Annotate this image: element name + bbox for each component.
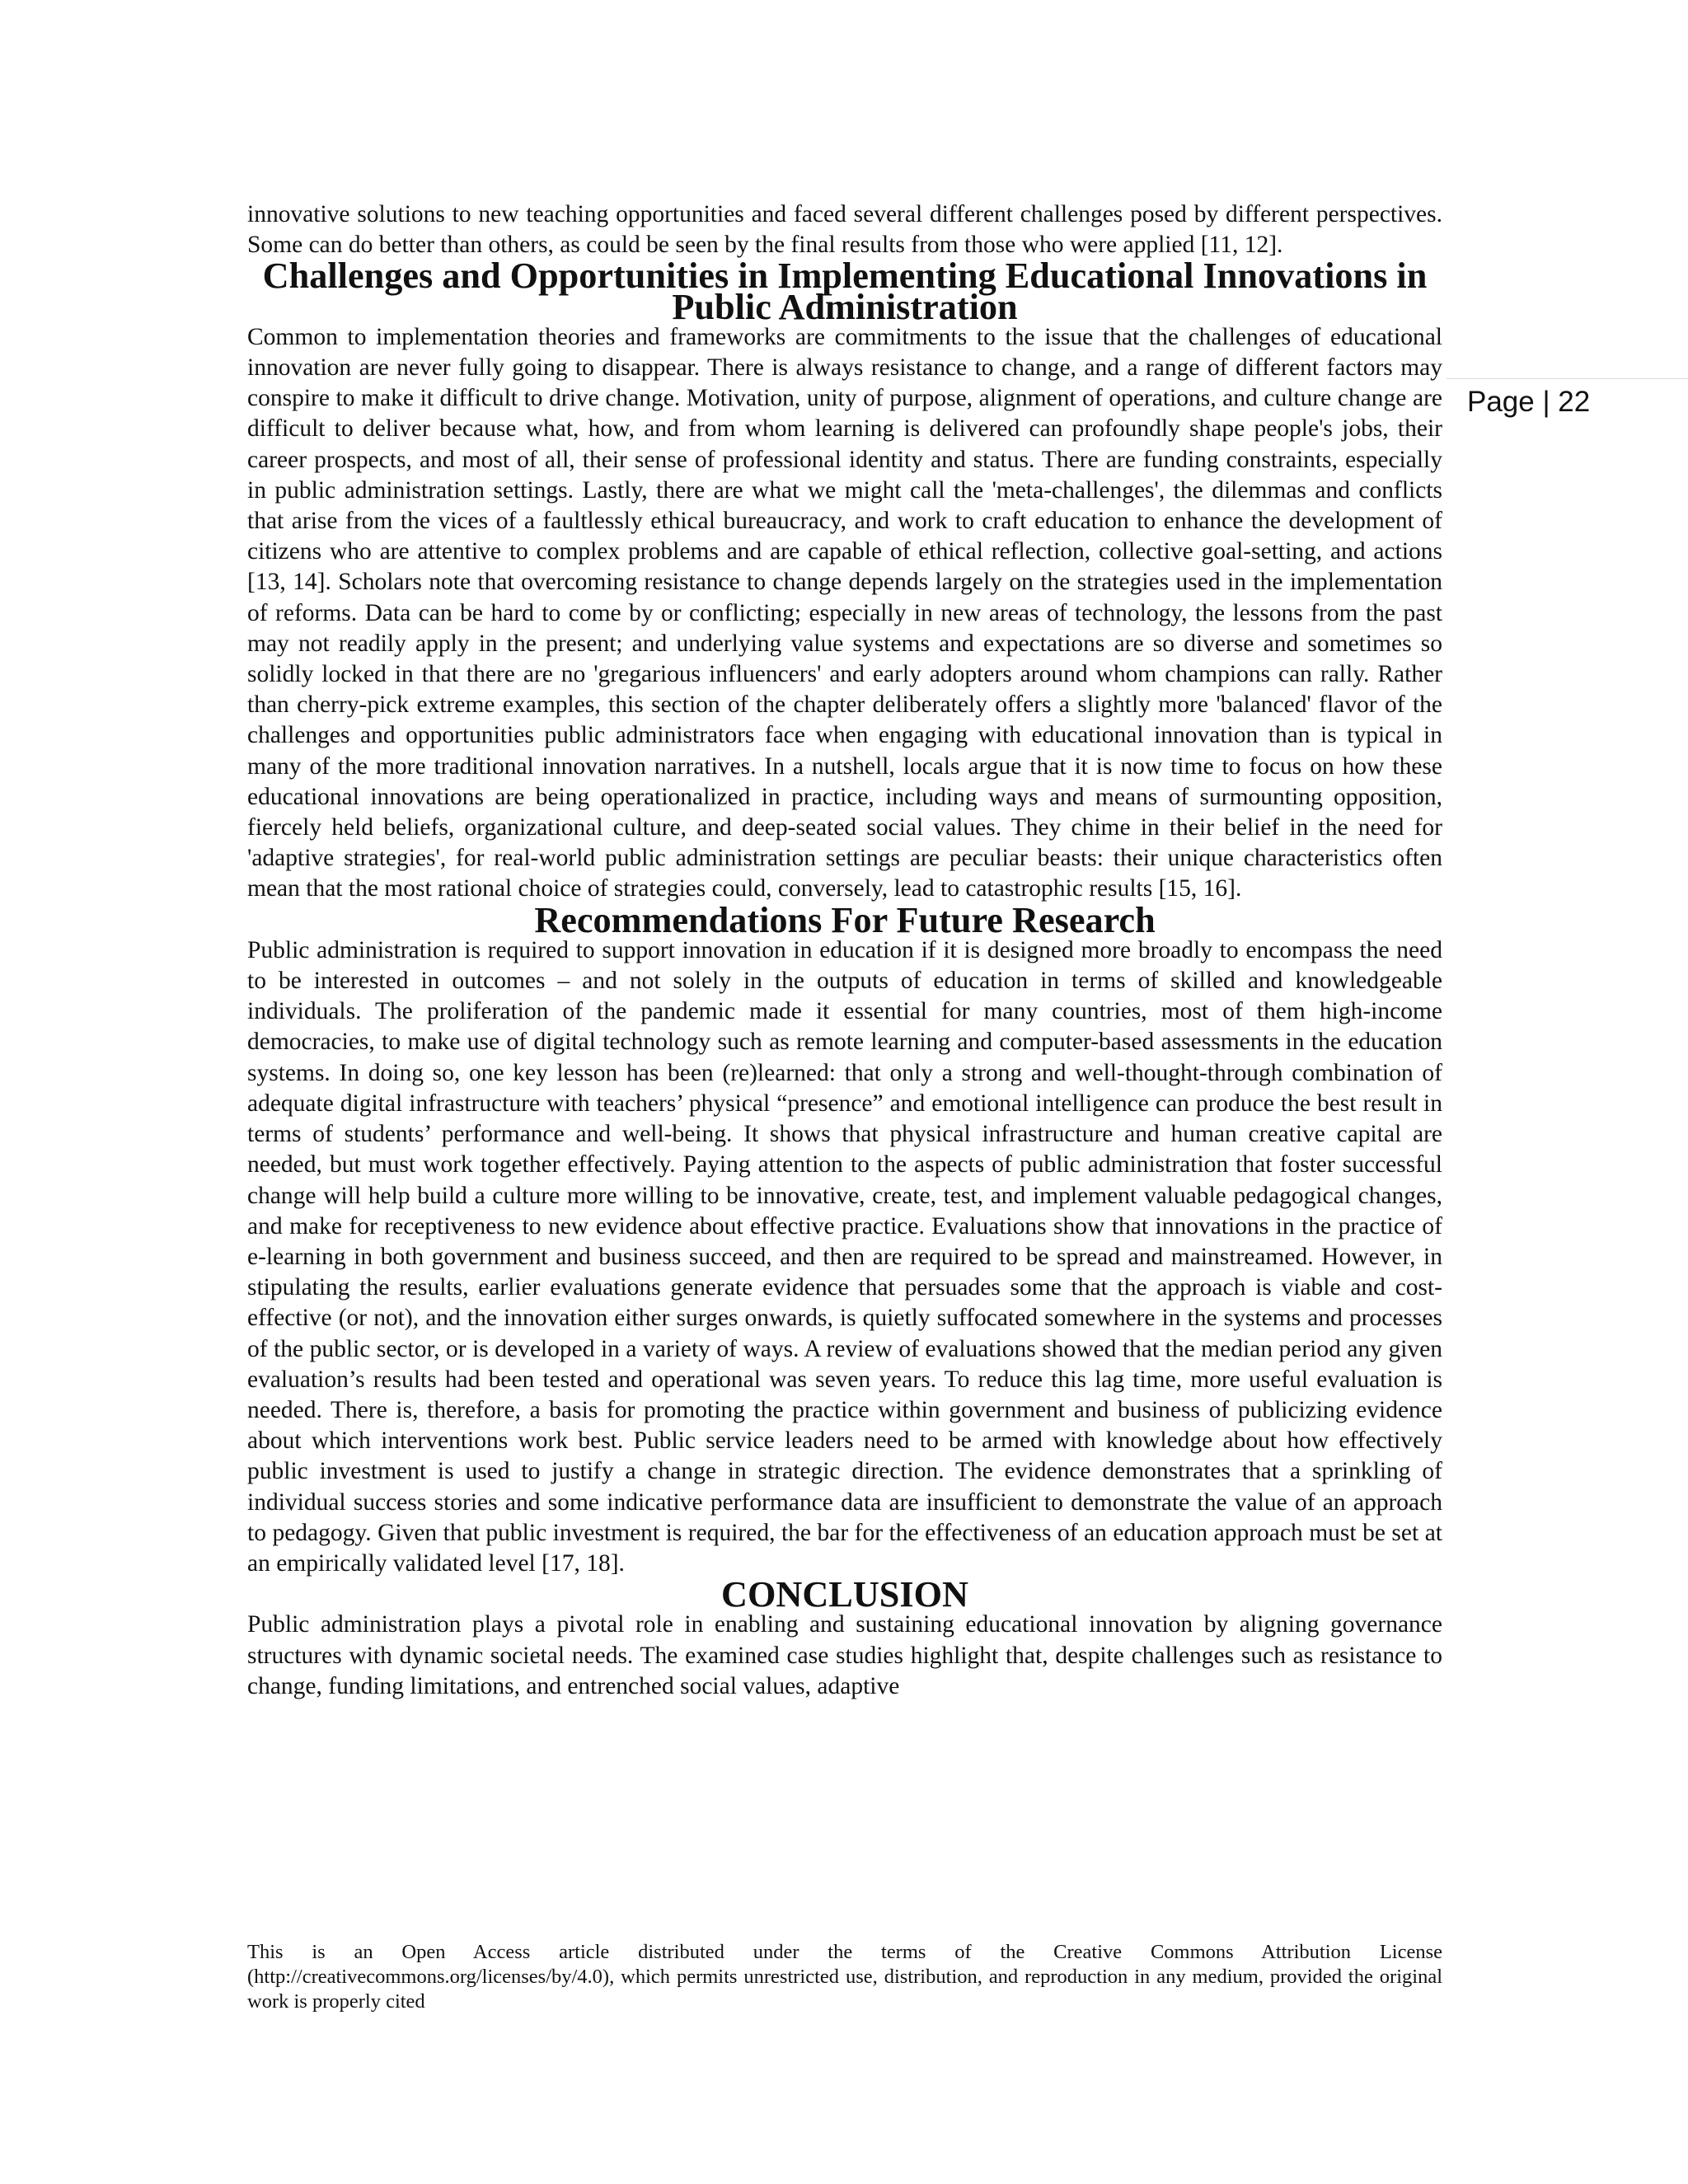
- section-heading-conclusion: CONCLUSION: [721, 1574, 968, 1615]
- section-heading-challenges: Challenges and Opportunities in Implementing Educational Innovations in Public Administration: [262, 255, 1428, 327]
- page-number: Page | 22: [1467, 386, 1591, 418]
- article-body: [247, 199, 1442, 1702]
- section-heading-recommendations: Recommendations For Future Research: [534, 899, 1156, 940]
- challenges-paragraph: Common to implementation theories and frameworks are commitments to the issue that the challenges of educational innovation are never fully going to disappear. There is always resistance to change, and a range of different factors may conspire to make it difficult to drive change. Motivation, unity of purpose, alignment of operations, and culture change are difficult to deliver because what, how, and from whom learning is delivered can profoundly shape people's jobs, their career prospects, and most of all, their sense of professional identity and status. There are funding constraints, especially in public administration settings. Lastly, there are what we might call the 'meta-challenges', the dilemmas and conflicts that arise from the vices of a faultlessly ethical bureaucracy, and work to craft education to enhance the development of citizens who are attentive to complex problems and are capable of ethical reflection, collective goal-setting, and actions [13, 14]. Scholars note that overcoming resistance to change depends largely on the strategies used in the implementation of reforms. Data can be hard to come by or conflicting; especially in new areas of technology, the lessons from the past may not readily apply in the present; and underlying value systems and expectations are so diverse and sometimes so solidly locked in that there are no 'gregarious influencers' and early adopters around whom champions can rally. Rather than cherry-pick extreme examples, this section of the chapter deliberately offers a slightly more 'balanced' flavor of the challenges and opportunities public administrators face when engaging with educational innovation than is typical in many of the more traditional innovation narratives. In a nutshell, locals argue that it is now time to focus on how these educational innovations are being operationalized in practice, including ways and means of surmounting opposition, fiercely held beliefs, organizational culture, and deep-seated social values. They chime in their belief in the need for 'adaptive strategies', for real-world public administration settings are peculiar beasts: their unique characteristics often mean that the most rational choice of strategies could, conversely, lead to catastrophic results [15, 16].: [247, 323, 1442, 902]
- intro-paragraph: innovative solutions to new teaching opportunities and faced several different challenges posed by different perspectives. Some can do better than others, as could be seen by the final results from those who were applied [11, 12].: [247, 201, 1442, 259]
- license-footer: This is an Open Access article distributed under the terms of the Creative Commons Attribution License (http://creativecommons.org/licenses/by/4.0), which permits unrestricted use, distribution, and reproduction in any medium, provided the original work is properly cited: [247, 1941, 1442, 2013]
- recommendations-paragraph: Public administration is required to support innovation in education if it is designed more broadly to encompass the need to be interested in outcomes – and not solely in the outputs of education in terms of skilled and knowledgeable individuals. The proliferation of the pandemic made it essential for many countries, most of them high-income democracies, to make use of digital technology such as remote learning and computer-based assessments in the education systems. In doing so, one key lesson has been (re)learned: that only a strong and well-thought-through combination of adequate digital infrastructure with teachers’ physical “presence” and emotional intelligence can produce the best result in terms of students’ performance and well-being. It shows that physical infrastructure and human creative capital are needed, but must work together effectively. Paying attention to the aspects of public administration that foster successful change will help build a culture more willing to be innovative, create, test, and implement valuable pedagogical changes, and make for receptiveness to new evidence about effective practice. Evaluations show that innovations in the practice of e-learning in both government and business succeed, and then are required to be spread and mainstreamed. However, in stipulating the results, earlier evaluations generate evidence that persuades some that the approach is viable and cost-effective (or not), and the innovation either surges onwards, is quietly suffocated somewhere in the systems and processes of the public sector, or is developed in a variety of ways. A review of evaluations showed that the median period any given evaluation’s results had been tested and operational was seven years. To reduce this lag time, more useful evaluation is needed. There is, therefore, a basis for promoting the practice within government and business of publicizing evidence about which interventions work best. Public service leaders need to be armed with knowledge about how effectively public investment is used to justify a change in strategic direction. The evidence demonstrates that a sprinkling of individual success stories and some indicative performance data are insufficient to demonstrate the value of an approach to pedagogy. Given that public investment is required, the bar for the effectiveness of an education approach must be set at an empirically validated level [17, 18].: [247, 936, 1442, 1577]
- conclusion-paragraph: Public administration plays a pivotal role in enabling and sustaining educational innovation by aligning governance structures with dynamic societal needs. The examined case studies highlight that, despite challenges such as resistance to change, funding limitations, and entrenched social values, adaptive: [247, 1611, 1442, 1699]
- page-number-rule: [1447, 378, 1688, 379]
